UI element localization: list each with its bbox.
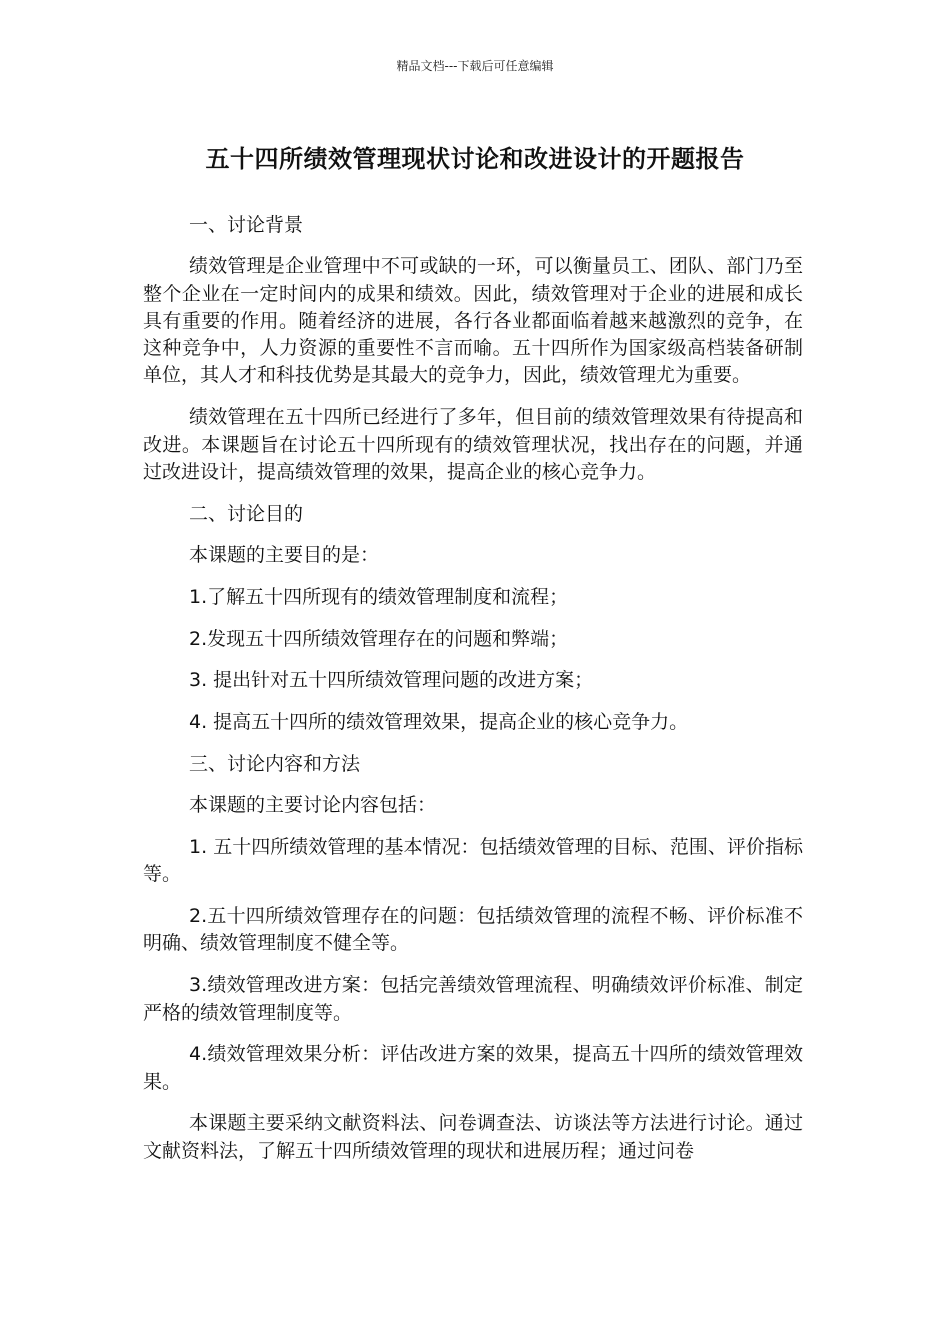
paragraph: 本课题主要采纳文献资料法、问卷调查法、访谈法等方法进行讨论。通过文献资料法，了解五十四所绩效管理的现状和进展历程；通过问卷	[143, 1112, 803, 1162]
list-item: 3.绩效管理改进方案：包括完善绩效管理流程、明确绩效评价标准、制定严格的绩效管理制度等。	[143, 974, 803, 1024]
document-title: 五十四所绩效管理现状讨论和改进设计的开题报告	[205, 145, 745, 173]
list-item: 4.绩效管理效果分析：评估改进方案的效果，提高五十四所的绩效管理效果。	[143, 1043, 803, 1093]
list-item: 2.五十四所绩效管理存在的问题：包括绩效管理的流程不畅、评价标准不明确、绩效管理制度不健全等。	[143, 905, 803, 955]
list-item: 4. 提高五十四所的绩效管理效果，提高企业的核心竞争力。	[189, 711, 689, 734]
paragraph: 本课题的主要讨论内容包括：	[189, 794, 437, 817]
page-header: 精品文档---下载后可任意编辑	[396, 59, 554, 73]
list-item: 1.了解五十四所现有的绩效管理制度和流程；	[189, 585, 569, 608]
section-heading-purpose: 二、讨论目的	[189, 502, 304, 525]
list-item: 2.发现五十四所绩效管理存在的问题和弊端；	[189, 627, 569, 650]
paragraph: 绩效管理是企业管理中不可或缺的一环，可以衡量员工、团队、部门乃至整个企业在一定时间内的成果和绩效。因此，绩效管理对于企业的进展和成长具有重要的作用。随着经济的进展，各行各业都面临着越来越激烈的竞争，在这种竞争中，人力资源的重要性不言而喻。五十四所作为国家级高档装备研制单位，其人才和科技优势是其最大的竞争力，因此，绩效管理尤为重要。	[143, 255, 803, 387]
paragraph: 本课题的主要目的是：	[189, 543, 380, 566]
paragraph: 绩效管理在五十四所已经进行了多年，但目前的绩效管理效果有待提高和改进。本课题旨在讨论五十四所现有的绩效管理状况，找出存在的问题，并通过改进设计，提高绩效管理的效果，提高企业的核心竞争力。	[143, 406, 803, 483]
section-heading-methods: 三、讨论内容和方法	[189, 752, 361, 775]
list-item: 1. 五十四所绩效管理的基本情况：包括绩效管理的目标、范围、评价指标等。	[143, 836, 803, 886]
list-item: 3. 提出针对五十四所绩效管理问题的改进方案；	[189, 669, 594, 692]
section-heading-background: 一、讨论背景	[189, 214, 304, 236]
document-body	[143, 212, 803, 1180]
